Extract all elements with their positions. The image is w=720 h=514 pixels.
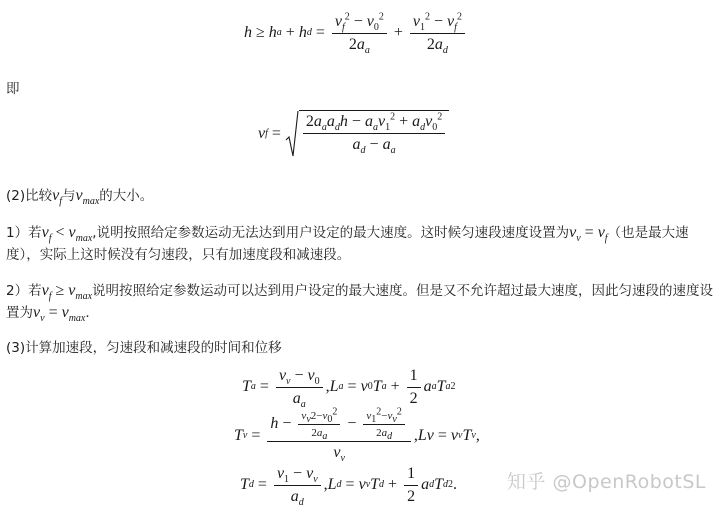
compare-size: 的大小。 xyxy=(99,188,154,204)
case2-prefix: 2）若 xyxy=(6,283,42,299)
case2-end: . xyxy=(85,305,90,321)
zhihu-watermark xyxy=(507,467,706,494)
watermark-handle: @OpenRobotSL xyxy=(552,471,706,493)
section-calc: (3)计算加速段，匀速段和减速段的时间和位移 xyxy=(6,340,282,356)
compare-and: 与 xyxy=(62,188,76,204)
case1-body: ,说明按照给定参数运动无法达到用户设定的最大速度。这时候匀速段速度设置为 xyxy=(92,225,570,241)
equation-constant-phase: T v = h − $\frac{v_v2-v_0^2}{2a_a}$ − $\frac{v_1^2-v_v^2}{2a_d}$ $v_v$ , Lv = v v T v , xyxy=(234,406,480,465)
paragraph-case-1: 1）若$v_f < v_{max}$,说明按照给定参数运动无法达到用户设定的最大速度。这时候匀速段速度设置为$v_v = v_f$（也是最大速度），实际上这时候没有匀速段，只有加速度段和减速段。 xyxy=(6,224,689,263)
equation-height-condition: h ≥ h a + h d = $\frac{v_f^2 - v_0^2}{2a_a}$ + $\frac{v_1^2 - v_f^2}{2a_d}$ xyxy=(244,8,468,58)
watermark-logo: 知乎 xyxy=(506,471,546,493)
paragraph-case-2: 2）若$v_f \ge v_{max}$说明按照给定参数运动可以达到用户设定的最大速度。但是又不允许超过最大速度，因此匀速段的速度设置为$v_v = v_{max}$. xyxy=(6,282,714,325)
equation-decel-phase: T d = $\frac{v_1 - v_v}{a_d}$ , L d = v v T d + $\frac{1}{2}$ a d T d 2 . xyxy=(240,464,457,508)
label-ji: 即 xyxy=(6,81,20,97)
compare-label: (2)比较 xyxy=(6,188,53,204)
section-compare: (2)比较$v_f$与$v_{max}$的大小。 xyxy=(6,187,154,208)
radical-sign-icon xyxy=(285,110,299,158)
case2-body: 说明按照给定参数运动可以达到用户设定的最大速度。但是又不允许超过最大速度，因此匀速段的速度设置为 xyxy=(6,283,714,321)
case1-paren: （也是最大速度），实际上这时候没有匀速段，只有加速度段和减速段。 xyxy=(6,225,689,263)
equation-accel-phase: T a = $\frac{v_v - v_0}{a_a}$ , L a = v 0 T a + $\frac{1}{2}$ a a T a 2 xyxy=(242,366,456,410)
equation-vf-sqrt: v f = $\frac{2a_aa_dh - a_av_1^2 + a_dv_0^2}{a_d - a_a}$ xyxy=(258,108,449,160)
case1-prefix: 1）若 xyxy=(6,225,42,241)
sqrt-expression: $\frac{2a_aa_dh - a_av_1^2 + a_dv_0^2}{a_d - a_a}$ xyxy=(285,110,449,158)
